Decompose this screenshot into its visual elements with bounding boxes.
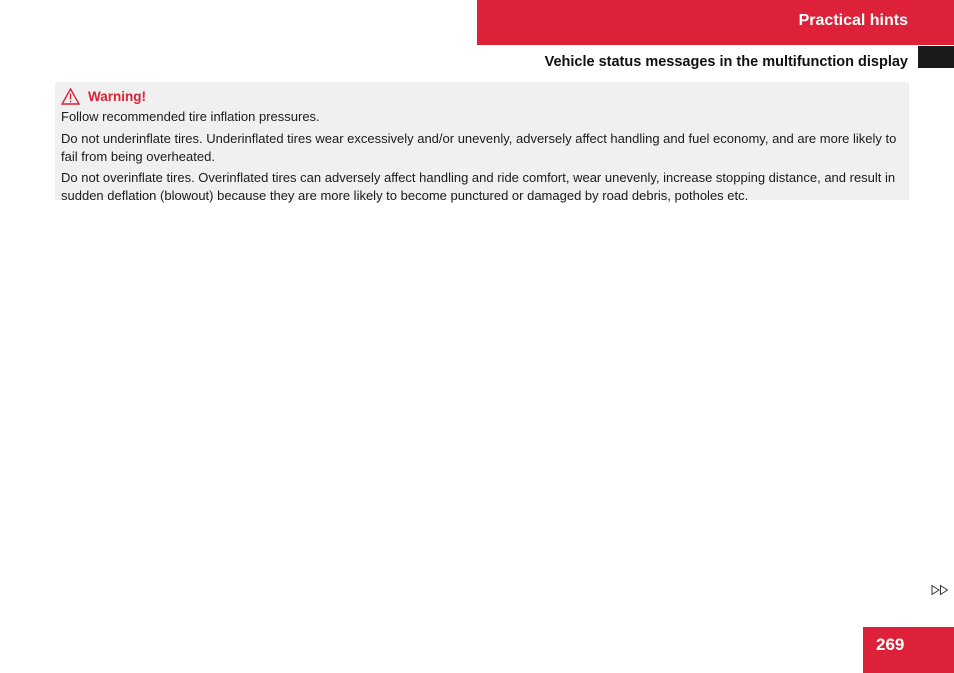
page-number: 269 xyxy=(876,635,905,654)
section-title: Vehicle status messages in the multifunction display xyxy=(544,54,908,70)
warning-label: Warning! xyxy=(88,88,146,104)
chapter-side-tab xyxy=(918,46,954,68)
page-number-box xyxy=(863,627,954,673)
warning-triangle-icon xyxy=(61,88,80,105)
warning-paragraph: Follow recommended tire inflation pressures. xyxy=(61,109,320,124)
chapter-title: Practical hints xyxy=(798,12,908,29)
warning-box xyxy=(55,82,909,203)
warning-paragraph: Do not overinflate tires. Overinflated tires can adversely affect handling and ride comfort, wear unevenly, increase stopping distance, and result in sudden deflation (blowout) because they are more likely to become punctured or damaged by road debris, potholes etc. xyxy=(61,170,896,203)
warning-header xyxy=(61,86,903,106)
warning-paragraph: Do not underinflate tires. Underinflated tires wear excessively and/or unevenly, adversely affect handling and fuel economy, and are more likely to fail from being overheated. xyxy=(61,131,897,164)
chapter-header-bar xyxy=(477,0,954,45)
double-triangle-right-icon xyxy=(931,584,949,596)
